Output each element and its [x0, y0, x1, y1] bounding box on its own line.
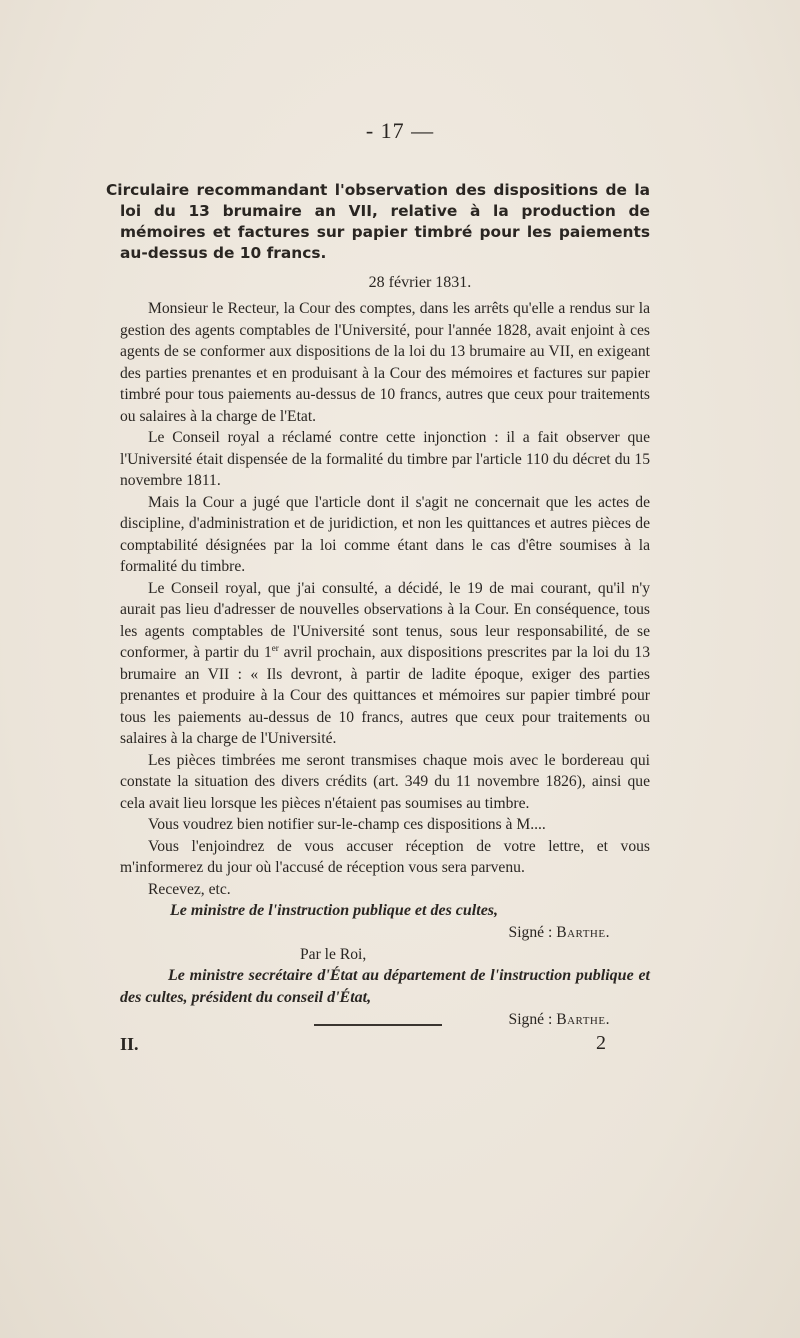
circular-title-text: Circulaire recommandant l'observation des dispositions de la loi du 13 brumaire an VII, relative à la production de mémoires et factures sur papier timbré pour les paiements au-dessus de 10 francs. — [106, 181, 650, 262]
signature-mark: II. — [120, 1034, 139, 1054]
circular-title — [106, 180, 650, 264]
text-body — [106, 180, 650, 1031]
signature-2 — [120, 1009, 650, 1031]
signature-2-prefix: Signé : — [508, 1011, 557, 1028]
signature-1-prefix: Signé : — [508, 924, 557, 941]
closing-formula: Recevez, etc. — [148, 880, 231, 898]
letter-date: 28 février 1831. — [368, 274, 472, 291]
ordinal-superscript: er — [271, 642, 279, 653]
sheet-number: 2 — [596, 1032, 606, 1054]
paragraph-6: Vous voudrez bien notifier sur-le-champ ces dispositions à M.... — [148, 816, 546, 833]
secretary-title: Le ministre secrétaire d'État au département de l'instruction publique et des cultes, président du conseil d'État, — [120, 967, 650, 1006]
par-le-roi: Par le Roi, — [300, 945, 367, 963]
minister-title: Le ministre de l'instruction publique et des cultes, — [170, 902, 499, 919]
paragraph-3: Mais la Cour a jugé que l'article dont il s'agit ne concernait que les actes de discipline, d'administration et de juridiction, et non les quittances et autres pièces de comptabilité désignées par la loi comme étant dans le cas d'être soumises à la formalité du timbre. — [120, 493, 650, 575]
paragraph-1: Monsieur le Recteur, la Cour des comptes, dans les arrêts qu'elle a rendus sur la gestion des agents comptables de l'Université, pour l'année 1828, avait enjoint à ces agents de se conformer aux dispositions de la loi du 13 brumaire au VII, en exigeant des parties prenantes et en produisant à la Cour des mémoires et factures sur papier timbré pour tous paiements au-dessus de 10 francs, autres que ceux pour traitements ou salaires à la charge de l'Etat. — [120, 300, 650, 425]
paragraph-4-end: avril prochain, aux dispositions prescrites par la loi du 13 brumaire an VII : « Ils devront, à partir de ladite époque, exiger des parties prenantes et produire à la Cour des quittances et mémoires sur papier timbré pour tous les paiements au-dessus de 10 francs, autres que ceux pour traitements ou salaires à la charge de l'Université. — [120, 644, 650, 747]
paragraph-4 — [120, 578, 650, 750]
page-number: - 17 — — [365, 118, 435, 143]
paragraph-5: Les pièces timbrées me seront transmises chaque mois avec le bordereau qui constate la situation des divers crédits (art. 349 du 11 novembre 1826), ainsi que cela avait lieu lorsque les pièces n'étaient pas soumises au timbre. — [120, 751, 650, 812]
signature-1-name: Barthe. — [556, 924, 610, 941]
footer-rule — [314, 1024, 442, 1026]
paragraph-7: Vous l'enjoindrez de vous accuser réception de votre lettre, et vous m'informerez du jour où l'accusé de réception vous sera parvenu. — [120, 837, 650, 876]
paragraph-2: Le Conseil royal a réclamé contre cette injonction : il a fait observer que l'Université était dispensée de la formalité du timbre par l'article 110 du décret du 15 novembre 1811. — [120, 429, 650, 489]
signature-1 — [120, 922, 650, 944]
paragraph-4-start: Le Conseil royal, que j'ai consulté, a décidé, le 19 de mai courant, qu'il n'y aurait pas lieu d'adresser de nouvelles observations à la Cour. En conséquence, tous les agents comptables de l'Université sont tenus, sous leur responsabilité, de se conformer, à partir du 1 — [120, 579, 650, 661]
signature-2-name: Barthe. — [556, 1011, 610, 1028]
